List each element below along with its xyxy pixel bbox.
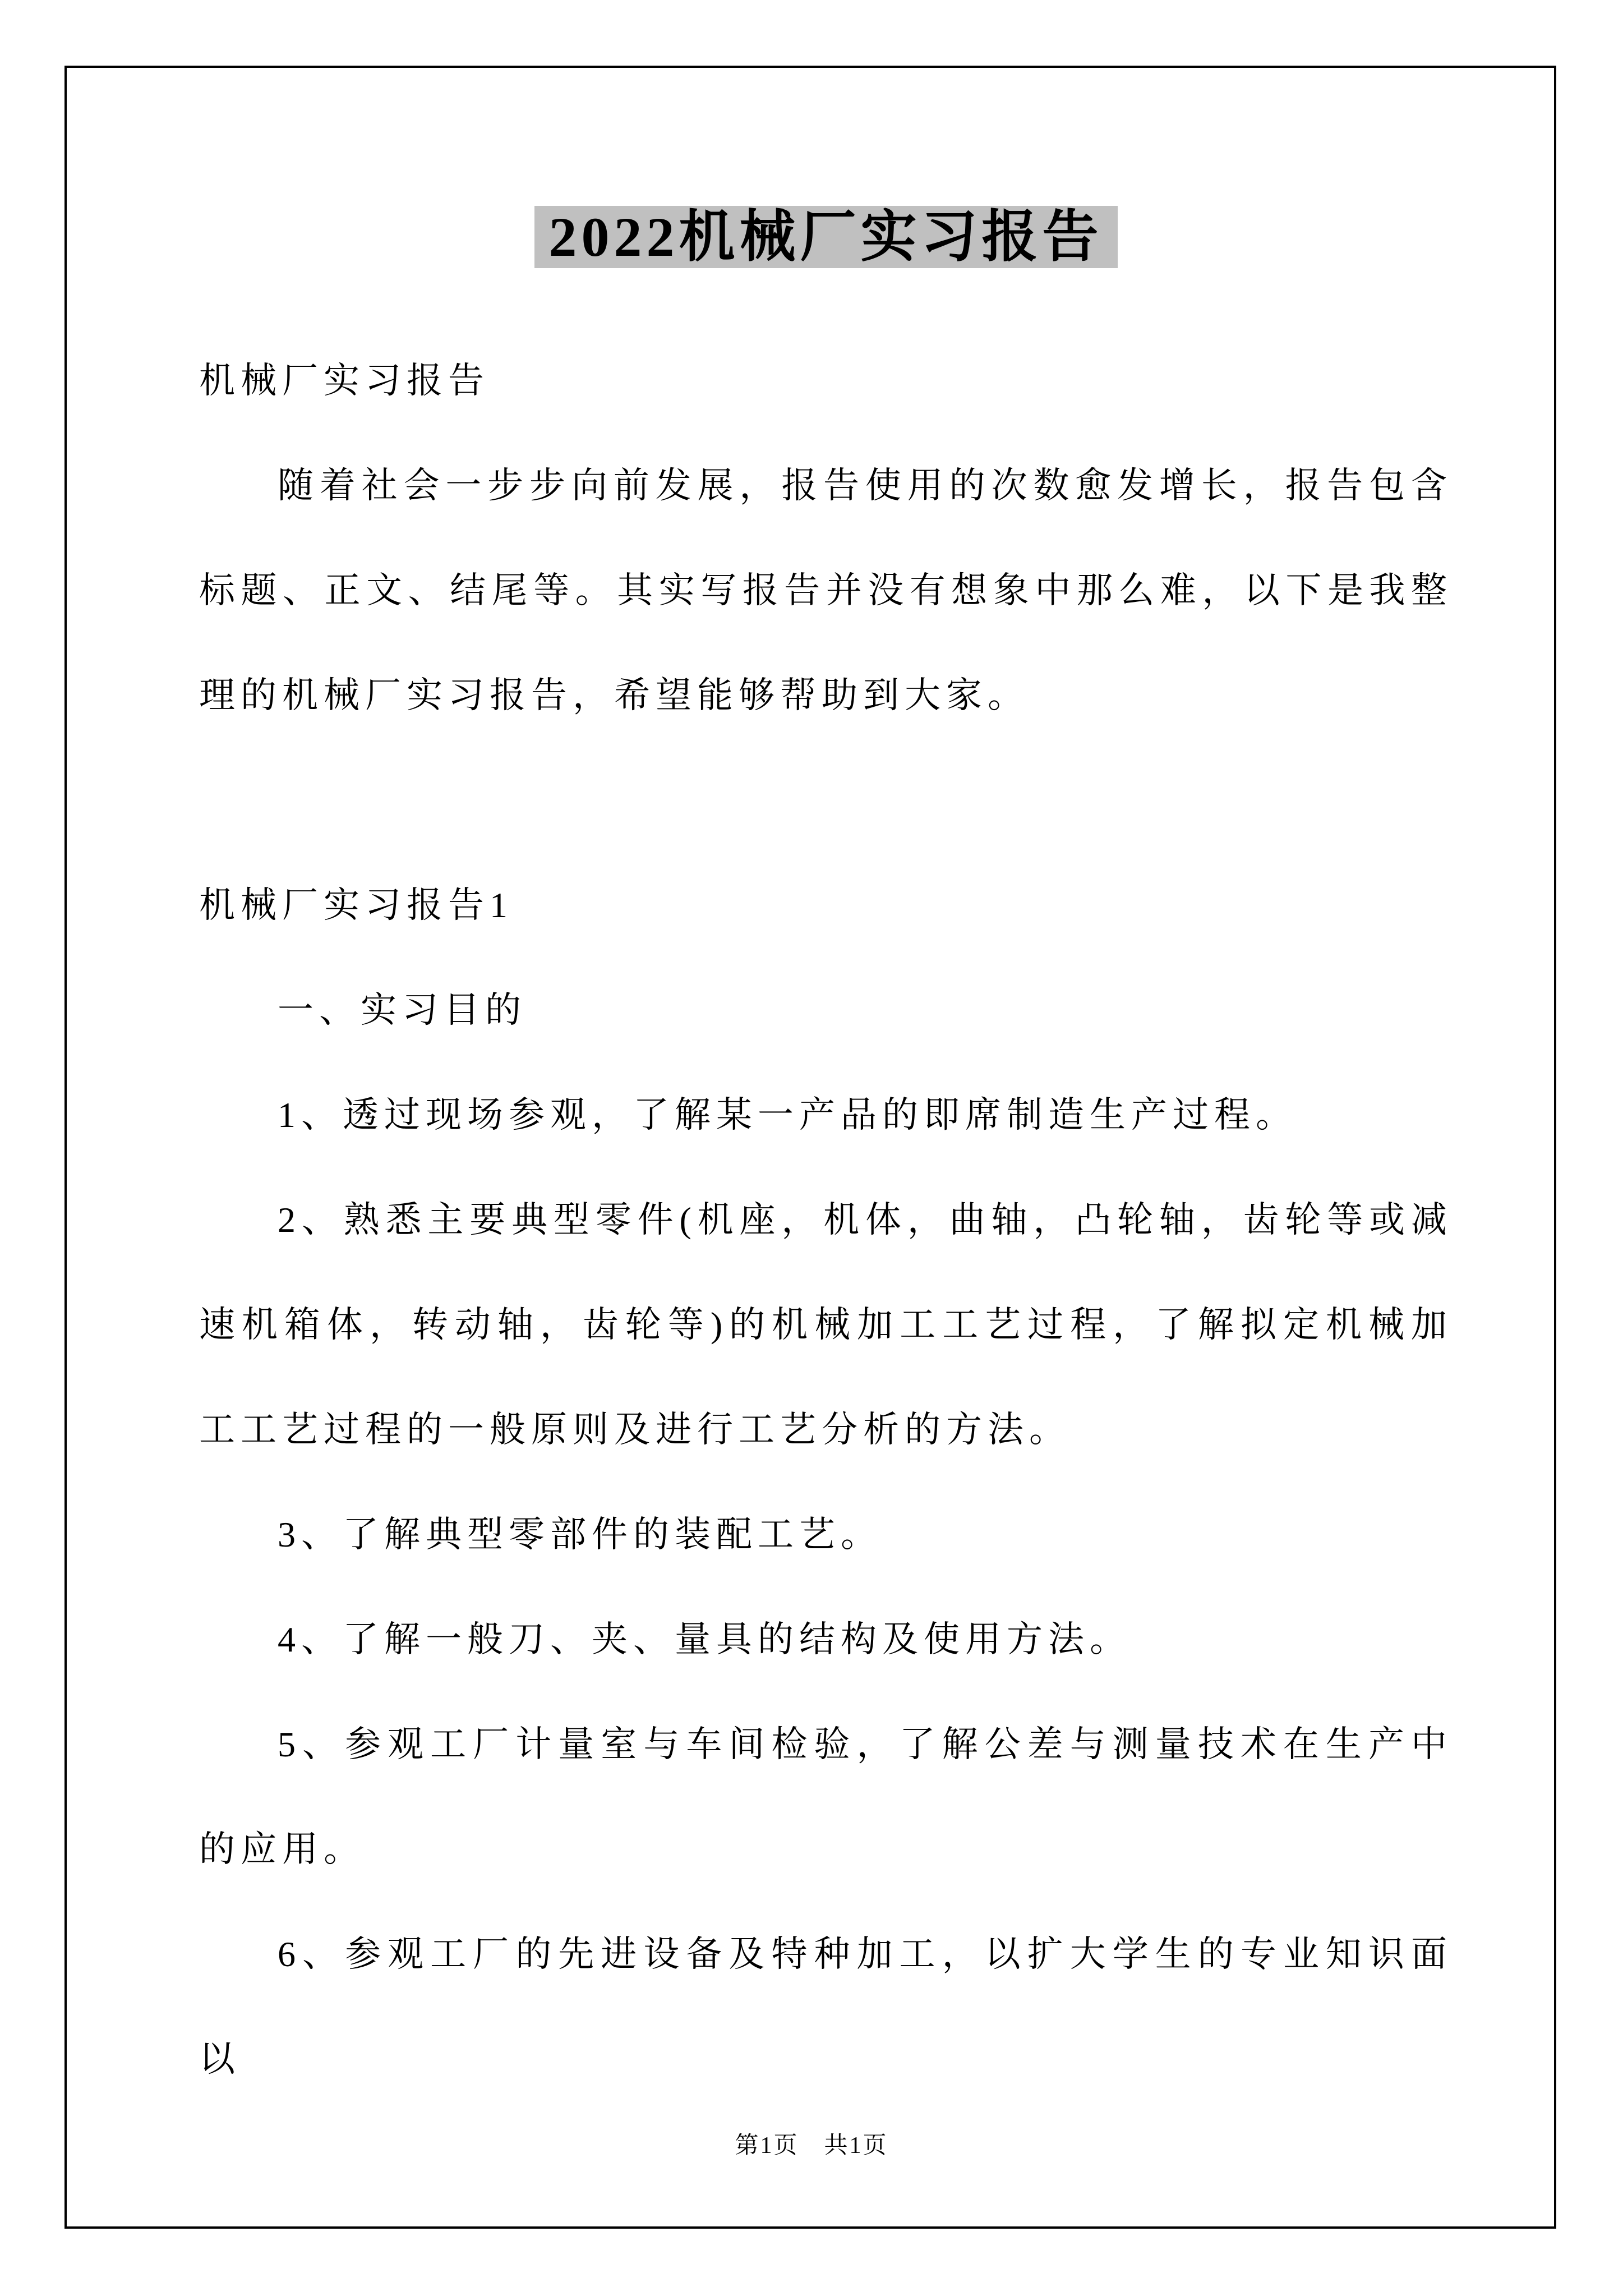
paragraph: 机械厂实习报告: [199, 361, 490, 401]
paragraph: 4、了解一般刀、夹、量具的结构及使用方法。: [278, 1619, 1131, 1659]
paragraph: 3、了解典型零部件的装配工艺。: [278, 1515, 882, 1554]
paragraph: 6、参观工厂的先进设备及特种加工，以扩大学生的专业知识面以: [199, 1934, 1453, 2079]
paragraph: 一、实习目的: [278, 990, 527, 1030]
paragraph: 1、透过现场参观，了解某一产品的即席制造生产过程。: [278, 1095, 1297, 1135]
title-highlight: 2022机械厂实习报告: [534, 206, 1118, 268]
paragraph: 5、参观工厂计量室与车间检验，了解公差与测量技术在生产中的应用。: [199, 1724, 1453, 1869]
document-title: [199, 198, 1453, 277]
document-content: [199, 66, 1453, 2111]
page-footer: [0, 2129, 1623, 2162]
paragraph: 机械厂实习报告1: [199, 885, 513, 925]
paragraph: 2、熟悉主要典型零件(机座，机体，曲轴，凸轮轴，齿轮等或减速机箱体，转动轴，齿轮等)的机械加工工艺过程，了解拟定机械加工工艺过程的一般原则及进行工艺分析的方法。: [199, 1200, 1453, 1450]
paragraph-list: [199, 328, 1453, 2111]
paragraph: 随着社会一步步向前发展，报告使用的次数愈发增长，报告包含标题、正文、结尾等。其实写报告并没有想象中那么难，以下是我整理的机械厂实习报告，希望能够帮助到大家。: [199, 466, 1453, 715]
page-number: 第1页 共1页: [735, 2133, 888, 2159]
